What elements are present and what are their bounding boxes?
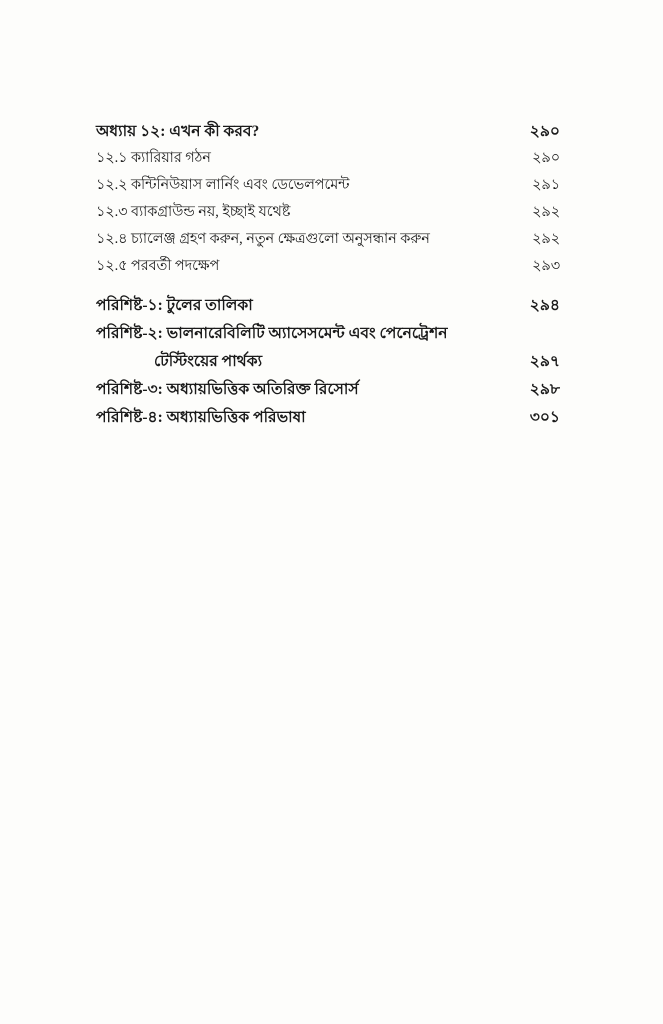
toc-entry-page-number: ২৯২ [532, 204, 560, 220]
toc-entry-page-number: ২৯৮ [529, 381, 560, 398]
toc-entry-page-number: ২৯০ [529, 123, 560, 140]
toc-entry-title: পরিশিষ্ট-৪: অধ্যায়ভিত্তিক পরিভাষা [96, 409, 306, 426]
appendix-list [96, 292, 560, 432]
toc-entry-title: অধ্যায় ১২: এখন কী করব? [96, 123, 260, 140]
toc-entry-title: ১২.২ কন্টিনিউয়াস লার্নিং এবং ডেভেলপমেন্ট [96, 177, 350, 193]
toc-entry-appendix-1[interactable] [96, 292, 560, 320]
toc-entry-section-12-1[interactable] [96, 145, 560, 172]
toc-entry-appendix-2[interactable] [96, 320, 560, 376]
toc-entry-page-number: ২৯২ [532, 231, 560, 247]
toc-entry-appendix-4[interactable] [96, 404, 560, 432]
toc-entry-title: পরিশিষ্ট-১: টুলের তালিকা [96, 297, 253, 314]
toc-entry-section-12-5[interactable] [96, 253, 560, 280]
toc-entry-title: ১২.৪ চ্যালেঞ্জ গ্রহণ করুন, নতুন ক্ষেত্রগুলো অনুসন্ধান করুন [96, 231, 430, 247]
toc-entry-appendix-3[interactable] [96, 376, 560, 404]
toc-entry-page-number: ২৯৪ [529, 297, 560, 314]
toc-entry-title: ১২.৫ পরবর্তী পদক্ষেপ [96, 258, 220, 274]
toc-entry-page-number: ২৯৩ [532, 258, 560, 274]
toc-entry-title-line-2: টেস্টিংয়ের পার্থক্য [154, 353, 263, 370]
toc-entry-chapter-12[interactable] [96, 118, 560, 145]
toc-entry-section-12-3[interactable] [96, 199, 560, 226]
toc-entry-title: পরিশিষ্ট-৩: অধ্যায়ভিত্তিক অতিরিক্ত রিসোর্স [96, 381, 359, 398]
toc-entry-page-number: ২৯১ [532, 177, 560, 193]
section-appendix-spacer [96, 280, 560, 292]
table-of-contents [96, 118, 560, 432]
toc-entry-title-line-1: পরিশিষ্ট-২: ভালনারেবিলিটি অ্যাসেসমেন্ট এবং পেনেট্রেশন [96, 325, 448, 342]
toc-entry-title: ১২.৩ ব্যাকগ্রাউন্ড নয়, ইচ্ছাই যথেষ্ট [96, 204, 291, 220]
toc-entry-page-number: ৩০১ [529, 409, 560, 426]
toc-entry-page-number: ২৯৭ [529, 353, 560, 370]
toc-entry-section-12-4[interactable] [96, 226, 560, 253]
toc-entry-page-number: ২৯০ [532, 150, 560, 166]
toc-entry-section-12-2[interactable] [96, 172, 560, 199]
toc-entry-title-line-2-row [96, 348, 560, 376]
toc-entry-title: ১২.১ ক্যারিয়ার গঠন [96, 150, 211, 166]
